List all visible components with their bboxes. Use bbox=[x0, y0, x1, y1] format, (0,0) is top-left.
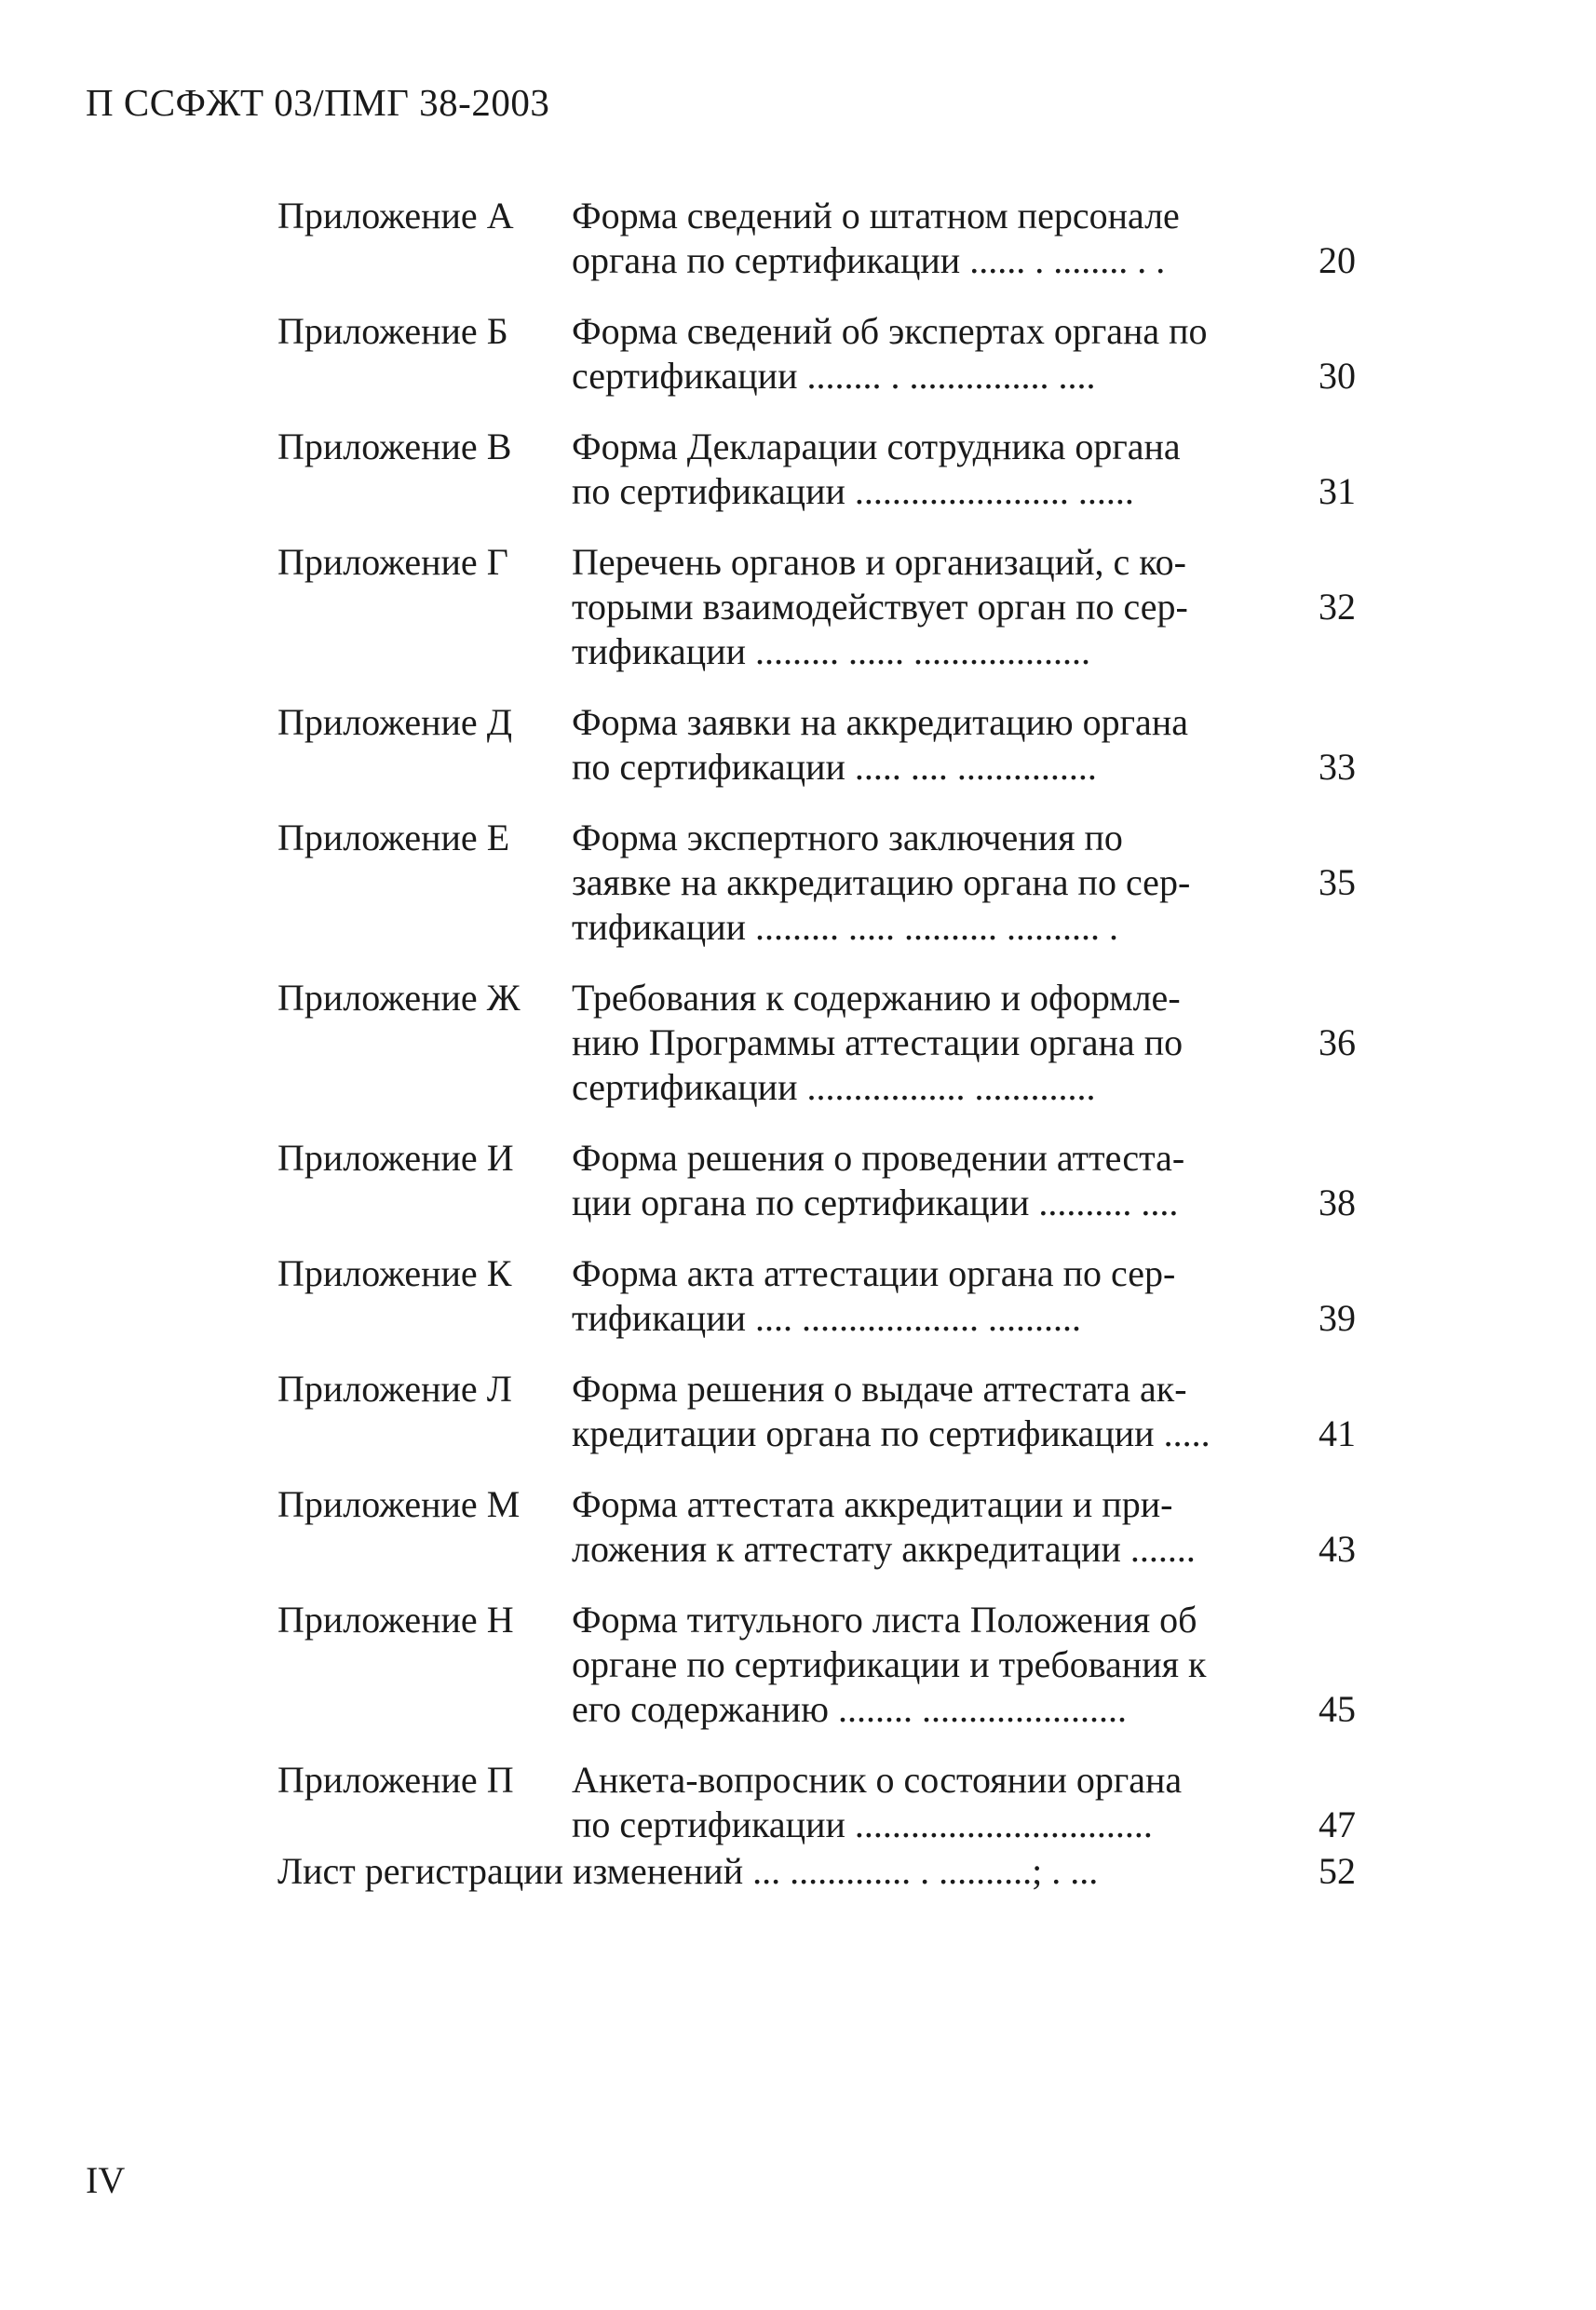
appendix-title-line: по сертификации ..... .... ............... bbox=[572, 746, 1097, 788]
appendix-title-line: Требования к содержанию и оформле- bbox=[572, 977, 1181, 1019]
appendix-title-line: Анкета-вопросник о состоянии органа bbox=[572, 1759, 1183, 1801]
page-ref: 33 bbox=[1319, 746, 1356, 788]
appendix-title-line: Форма экспертного заключения по bbox=[572, 817, 1123, 858]
appendix-title bbox=[572, 194, 1251, 283]
appendix-title-line: сертификации ................. ............. bbox=[572, 1066, 1096, 1108]
appendix-title-line: Форма сведений об экспертах органа по bbox=[572, 310, 1208, 352]
page-ref: 45 bbox=[1319, 1688, 1356, 1730]
appendix-title bbox=[572, 1598, 1251, 1732]
appendix-title bbox=[572, 1758, 1251, 1847]
page-ref: 20 bbox=[1319, 239, 1356, 281]
appendix-title bbox=[572, 425, 1251, 514]
appendix-title bbox=[572, 1251, 1251, 1341]
appendix-title-line: по сертификации ................................ bbox=[572, 1803, 1153, 1845]
toc-entry bbox=[277, 1758, 1358, 1847]
table-of-contents bbox=[277, 194, 1358, 1894]
appendix-title-line: сертификации ........ . ............... .... bbox=[572, 355, 1096, 397]
appendix-label: Приложение И bbox=[277, 1137, 514, 1179]
appendix-label: Приложение Е bbox=[277, 817, 510, 858]
appendix-label: Приложение Г bbox=[277, 541, 508, 583]
page-number: IV bbox=[86, 2159, 126, 2201]
appendix-label: Приложение Д bbox=[277, 701, 512, 743]
appendix-title-line: Форма Декларации сотрудника органа bbox=[572, 426, 1181, 467]
appendix-label: Приложение Б bbox=[277, 310, 508, 352]
appendix-title-line: тификации ......... ...... ................... bbox=[572, 630, 1091, 672]
page-ref: 31 bbox=[1319, 470, 1356, 512]
toc-entry bbox=[277, 1482, 1358, 1572]
appendix-label: Приложение Л bbox=[277, 1368, 512, 1410]
appendix-title-line: нию Программы аттестации органа по bbox=[572, 1021, 1183, 1063]
appendix-label: Приложение К bbox=[277, 1252, 512, 1294]
appendix-title-line: тификации ......... ..... .......... .......... . bbox=[572, 906, 1119, 948]
appendix-label: Приложение П bbox=[277, 1759, 514, 1801]
changes-register-label: Лист регистрации изменений ... ............. . ..........; . ... bbox=[277, 1850, 1099, 1892]
document-code-header: П ССФЖТ 03/ПМГ 38-2003 bbox=[86, 81, 550, 124]
appendix-title bbox=[572, 976, 1251, 1110]
toc-entry bbox=[277, 1367, 1358, 1456]
page-ref: 39 bbox=[1319, 1297, 1356, 1339]
page-ref: 36 bbox=[1319, 1021, 1356, 1063]
appendix-title-line: ложения к аттестату аккредитации ....... bbox=[572, 1528, 1196, 1570]
page-ref: 30 bbox=[1319, 355, 1356, 397]
page-ref: 32 bbox=[1319, 586, 1356, 628]
appendix-title-line: Форма сведений о штатном персонале bbox=[572, 195, 1180, 236]
page-ref: 47 bbox=[1319, 1803, 1356, 1845]
appendix-title-line: заявке на аккредитацию органа по сер- bbox=[572, 861, 1191, 903]
toc-entry bbox=[277, 194, 1358, 283]
appendix-label: Приложение Н bbox=[277, 1599, 514, 1641]
page-ref: 41 bbox=[1319, 1412, 1356, 1454]
appendix-title-line: Форма решения о проведении аттеста- bbox=[572, 1137, 1185, 1179]
toc-entry bbox=[277, 425, 1358, 514]
appendix-title-line: органа по сертификации ...... . ........ . . bbox=[572, 239, 1166, 281]
toc-entry bbox=[277, 309, 1358, 399]
appendix-title-line: Перечень органов и организаций, с ко- bbox=[572, 541, 1186, 583]
appendix-title-line: торыми взаимодействует орган по сер- bbox=[572, 586, 1188, 628]
appendix-label: Приложение М bbox=[277, 1483, 521, 1525]
toc-entry bbox=[277, 700, 1358, 790]
appendix-title-line: его содержанию ........ ...................... bbox=[572, 1688, 1127, 1730]
appendix-title-line: органе по сертификации и требования к bbox=[572, 1643, 1207, 1685]
toc-entry bbox=[277, 976, 1358, 1110]
appendix-title-line: Форма заявки на аккредитацию органа bbox=[572, 701, 1188, 743]
appendix-title bbox=[572, 816, 1251, 950]
toc-entry bbox=[277, 1251, 1358, 1341]
appendix-title bbox=[572, 309, 1251, 399]
appendix-label: Приложение А bbox=[277, 195, 514, 236]
page-ref: 52 bbox=[1319, 1850, 1356, 1892]
toc-entry bbox=[277, 1136, 1358, 1225]
toc-entry bbox=[277, 1598, 1358, 1732]
appendix-title-line: тификации .... ................... .......... bbox=[572, 1297, 1082, 1339]
page-ref: 38 bbox=[1319, 1182, 1356, 1223]
changes-register-entry bbox=[277, 1849, 1358, 1894]
appendix-title-line: кредитации органа по сертификации ..... bbox=[572, 1412, 1211, 1454]
toc-entry bbox=[277, 540, 1358, 674]
appendix-title-line: Форма решения о выдаче аттестата ак- bbox=[572, 1368, 1187, 1410]
appendix-title bbox=[572, 1136, 1251, 1225]
page-ref: 35 bbox=[1319, 861, 1356, 903]
page-ref: 43 bbox=[1319, 1528, 1356, 1570]
appendix-title-line: ции органа по сертификации .......... .... bbox=[572, 1182, 1179, 1223]
appendix-title-line: Форма аттестата аккредитации и при- bbox=[572, 1483, 1173, 1525]
appendix-label: Приложение Ж bbox=[277, 977, 521, 1019]
appendix-title-line: Форма титульного листа Положения об bbox=[572, 1599, 1197, 1641]
toc-entry bbox=[277, 816, 1358, 950]
appendix-title bbox=[572, 1482, 1251, 1572]
appendix-title-line: Форма акта аттестации органа по сер- bbox=[572, 1252, 1176, 1294]
appendix-title bbox=[572, 540, 1251, 674]
appendix-title bbox=[572, 1367, 1251, 1456]
appendix-title-line: по сертификации ....................... ...... bbox=[572, 470, 1134, 512]
appendix-label: Приложение В bbox=[277, 426, 512, 467]
appendix-title bbox=[572, 700, 1251, 790]
